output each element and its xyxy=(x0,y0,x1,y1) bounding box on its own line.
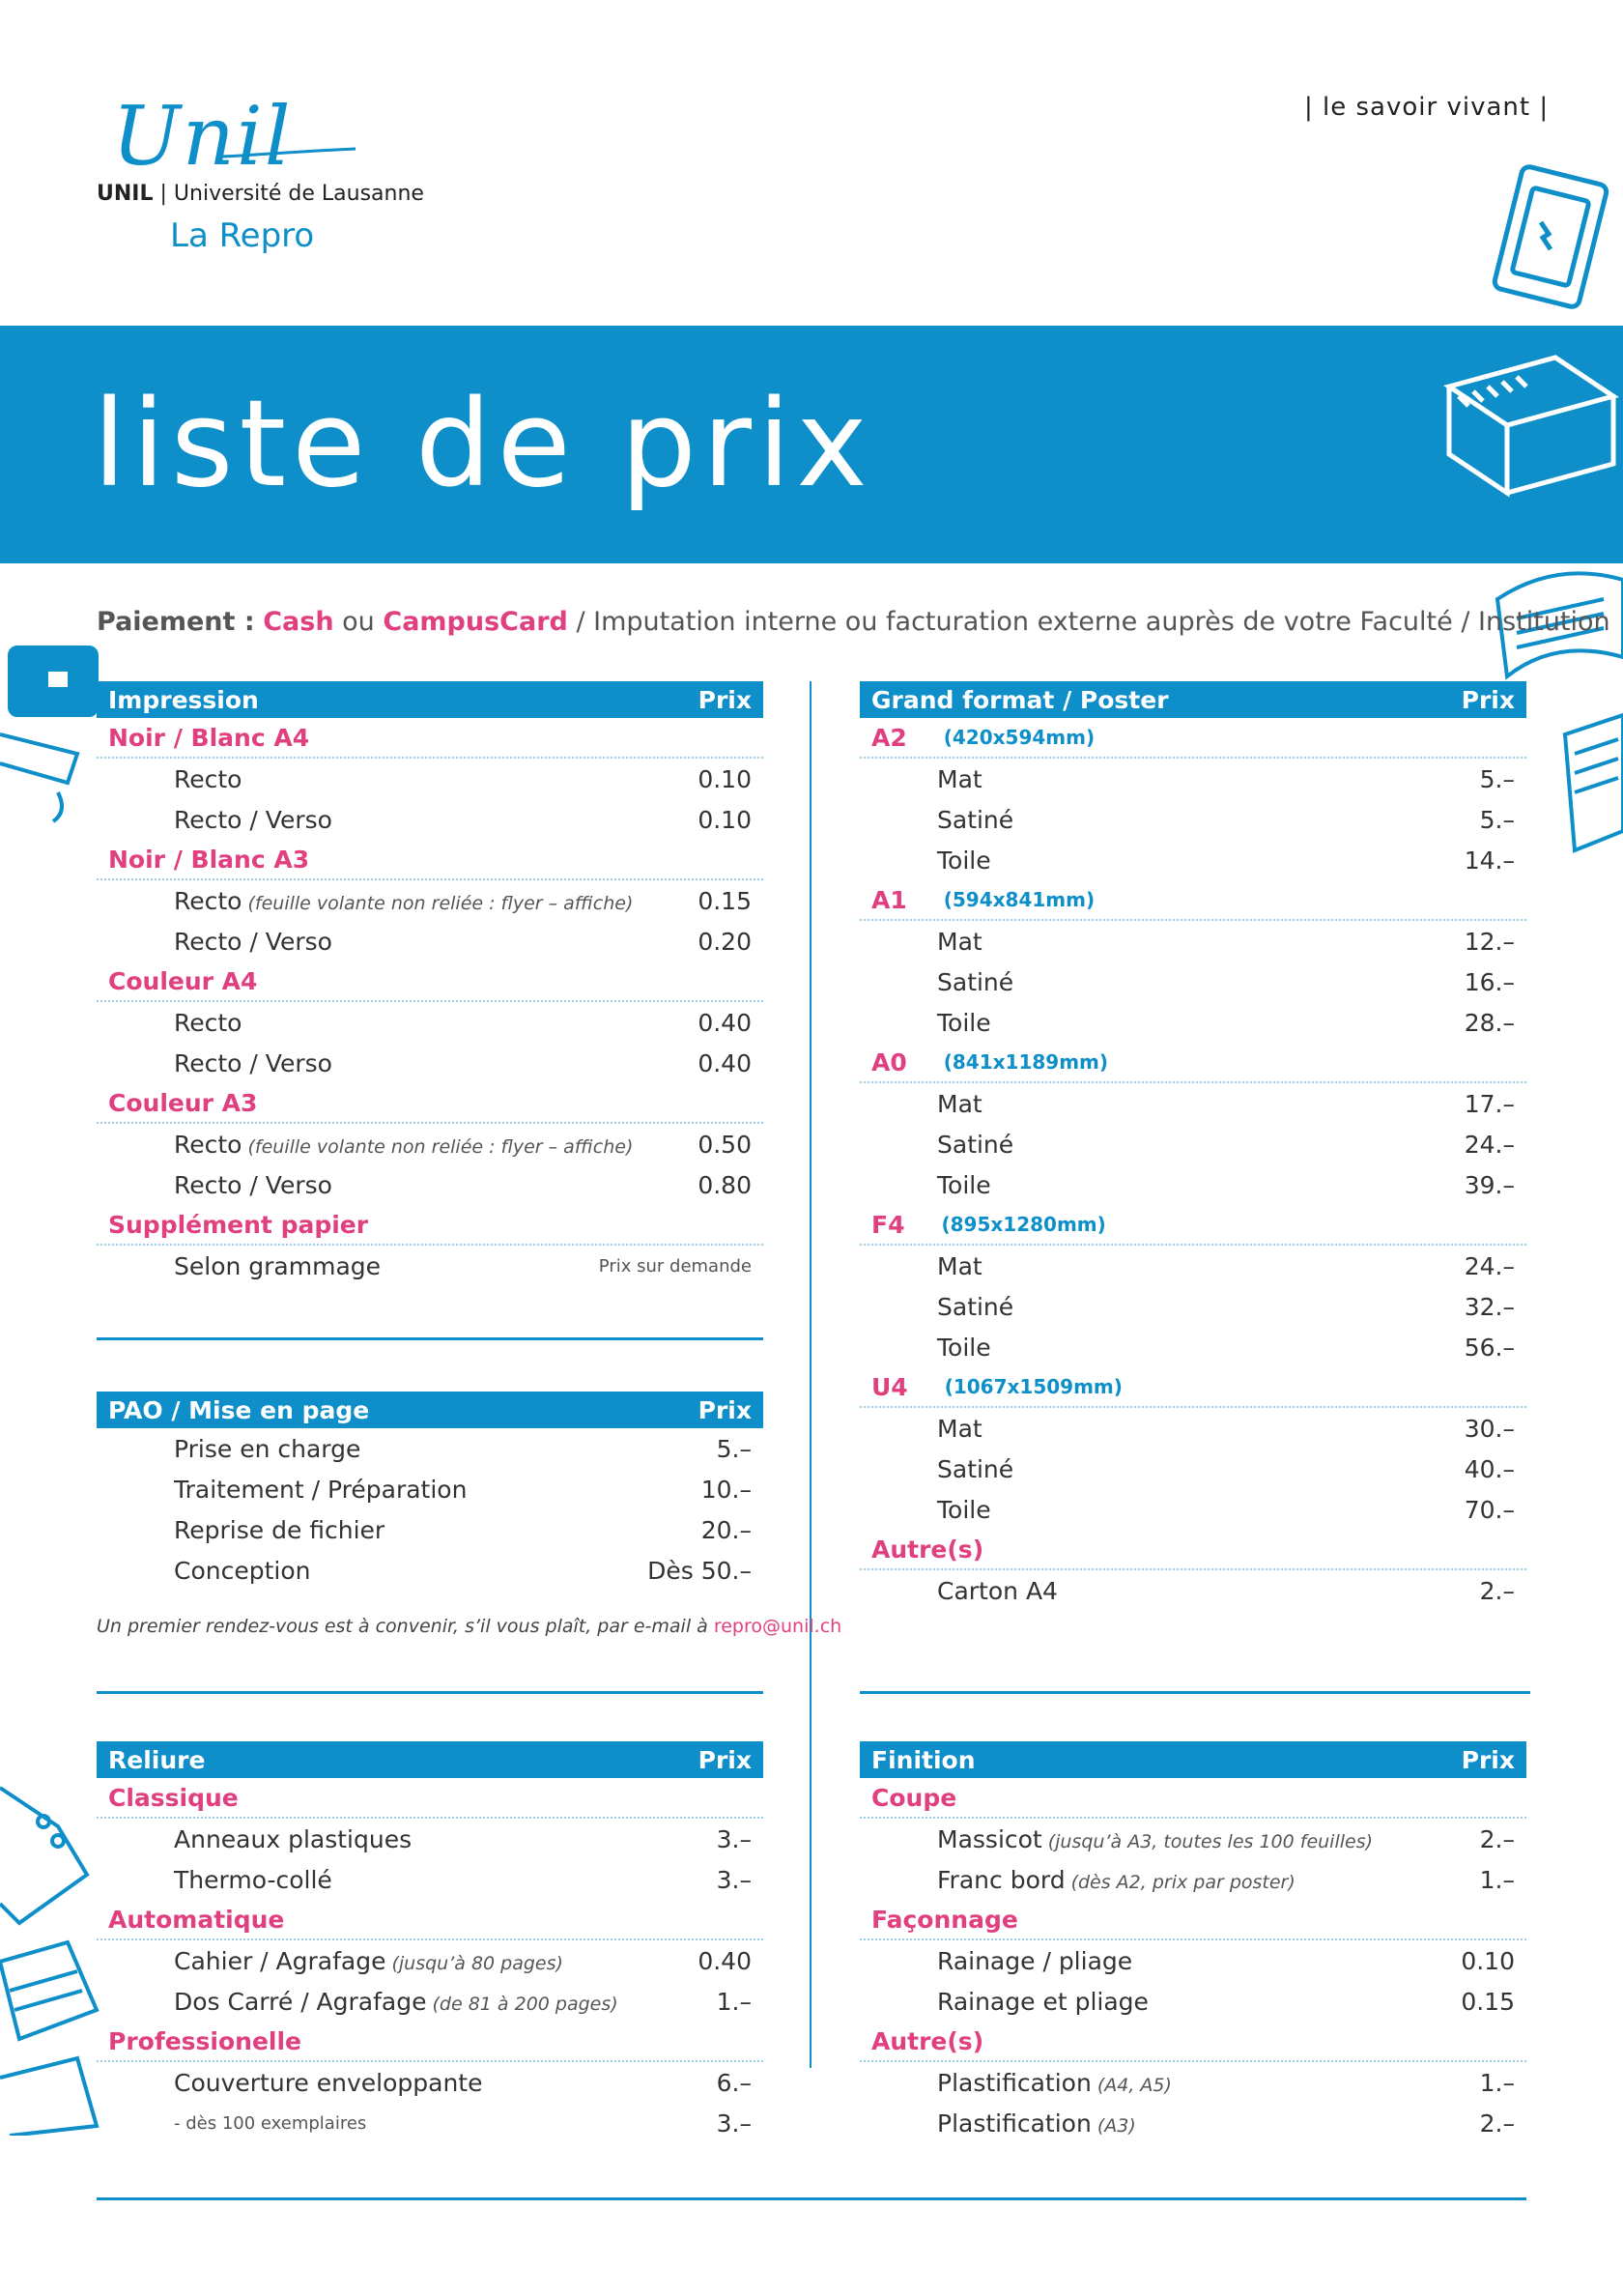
item-label: Recto xyxy=(174,886,242,915)
item-price: 10.– xyxy=(700,1475,752,1504)
book-stack-doodle-icon xyxy=(1439,348,1623,541)
payment-or: ou xyxy=(342,607,375,637)
price-row xyxy=(97,1509,763,1550)
item-price: 0.50 xyxy=(698,1130,752,1159)
item-label: Rainage et pliage xyxy=(937,1987,1149,2016)
item-price: 24.– xyxy=(1464,1251,1515,1280)
pao-title: PAO / Mise en page xyxy=(108,1395,370,1424)
logo-swash-icon xyxy=(222,126,357,164)
item-label: Mat xyxy=(937,1089,982,1118)
price-row xyxy=(860,1449,1526,1489)
poster-section xyxy=(860,681,1526,1611)
item-label: Satiné xyxy=(937,1292,1014,1321)
item-price: 1.– xyxy=(716,1987,752,2016)
item-price: 5.– xyxy=(1479,805,1515,834)
payment-line xyxy=(97,607,1610,637)
item-price: 17.– xyxy=(1464,1089,1515,1118)
format-dimensions: (841x1189mm) xyxy=(943,1050,1109,1074)
item-label: Reprise de fichier xyxy=(174,1515,385,1544)
price-row xyxy=(97,1246,763,1286)
category-label: Coupe xyxy=(860,1778,1526,1819)
item-price: Prix sur demande xyxy=(598,1255,752,1277)
price-row xyxy=(860,1570,1526,1611)
section-end-line xyxy=(97,1337,763,1340)
price-row xyxy=(860,1981,1526,2022)
format-dimensions: (895x1280mm) xyxy=(941,1213,1106,1236)
item-label: Satiné xyxy=(937,967,1014,996)
reliure-section xyxy=(97,1741,763,2143)
item-price: 0.15 xyxy=(698,886,752,915)
unil-logo-script: Unil xyxy=(112,89,293,184)
category-label: Classique xyxy=(97,1778,763,1819)
item-label: Satiné xyxy=(937,1130,1014,1159)
price-row xyxy=(97,1428,763,1469)
price-row xyxy=(860,921,1526,961)
category-label: Noir / Blanc A3 xyxy=(97,840,763,880)
item-price: 3.– xyxy=(716,2109,752,2138)
category-label xyxy=(860,880,1526,921)
price-row xyxy=(860,961,1526,1002)
item-note: (A3) xyxy=(1096,2114,1136,2137)
finition-title: Finition xyxy=(871,1745,976,1774)
price-row xyxy=(860,1327,1526,1367)
finition-section xyxy=(860,1741,1526,2143)
price-row xyxy=(860,799,1526,840)
price-row xyxy=(860,2062,1526,2103)
item-label: Cahier / Agrafage xyxy=(174,1946,386,1975)
item-note: (de 81 à 200 pages) xyxy=(432,1993,618,2015)
format-dimensions: (1067x1509mm) xyxy=(944,1375,1123,1398)
price-row xyxy=(97,1043,763,1083)
price-col-label: Prix xyxy=(698,685,752,714)
pao-section xyxy=(97,1392,763,1591)
category-label: Supplément papier xyxy=(97,1205,763,1246)
item-price: 20.– xyxy=(700,1515,752,1544)
item-label: Toile xyxy=(937,1170,991,1199)
price-row xyxy=(860,1859,1526,1900)
item-price: 0.40 xyxy=(698,1008,752,1037)
item-label: Recto xyxy=(174,1008,242,1037)
item-label: Thermo-collé xyxy=(174,1865,332,1894)
category-label: Noir / Blanc A4 xyxy=(97,718,763,759)
item-price: 2.– xyxy=(1479,1576,1515,1605)
item-label: Recto / Verso xyxy=(174,1048,332,1077)
item-label: Couverture enveloppante xyxy=(174,2068,483,2097)
section-end-line xyxy=(860,1691,1530,1694)
item-price: 28.– xyxy=(1464,1008,1515,1037)
item-price: 0.15 xyxy=(1461,1987,1515,2016)
price-row xyxy=(860,1246,1526,1286)
price-row xyxy=(97,2062,763,2103)
item-note: (feuille volante non reliée : flyer – affiche) xyxy=(247,892,634,914)
item-label: Recto / Verso xyxy=(174,1170,332,1199)
payment-rest: / Imputation interne ou facturation externe auprès de votre Faculté / Institution xyxy=(576,607,1610,637)
logo-name: Université de Lausanne xyxy=(173,182,424,206)
item-label: Anneaux plastiques xyxy=(174,1824,413,1853)
price-row xyxy=(860,1819,1526,1859)
item-price: 56.– xyxy=(1464,1333,1515,1362)
item-price: 3.– xyxy=(716,1865,752,1894)
item-label: Recto / Verso xyxy=(174,927,332,956)
item-label: Conception xyxy=(174,1556,311,1585)
page-end-line xyxy=(97,2197,1526,2200)
item-price: 1.– xyxy=(1479,1865,1515,1894)
item-price: 0.40 xyxy=(698,1048,752,1077)
item-label: Mat xyxy=(937,1251,982,1280)
category-label: Façonnage xyxy=(860,1900,1526,1940)
tagline: | le savoir vivant | xyxy=(1304,93,1550,122)
item-label: Recto / Verso xyxy=(174,805,332,834)
price-row xyxy=(97,880,763,921)
item-label: Rainage / pliage xyxy=(937,1946,1133,1975)
finition-header xyxy=(860,1741,1526,1778)
format-name: A0 xyxy=(871,1048,907,1076)
item-price: 0.40 xyxy=(698,1946,752,1975)
item-label: Mat xyxy=(937,1414,982,1443)
category-label: Autre(s) xyxy=(860,2022,1526,2062)
price-row xyxy=(97,921,763,961)
category-label: Automatique xyxy=(97,1900,763,1940)
item-note: (jusqu’à 80 pages) xyxy=(391,1952,563,1974)
price-row xyxy=(97,1859,763,1900)
price-row xyxy=(860,1164,1526,1205)
payment-card: CampusCard xyxy=(383,607,568,637)
item-label: Toile xyxy=(937,846,991,875)
payment-cash: Cash xyxy=(263,607,334,637)
price-row xyxy=(860,1083,1526,1124)
category-label: Couleur A4 xyxy=(97,961,763,1002)
price-row xyxy=(860,1286,1526,1327)
item-label: Recto xyxy=(174,1130,242,1159)
impression-title: Impression xyxy=(108,685,259,714)
price-row xyxy=(860,840,1526,880)
item-price: 2.– xyxy=(1479,1824,1515,1853)
price-row xyxy=(97,1002,763,1043)
format-dimensions: (420x594mm) xyxy=(943,726,1096,749)
price-row xyxy=(97,1124,763,1164)
item-label: Toile xyxy=(937,1495,991,1524)
price-row xyxy=(860,1002,1526,1043)
price-row xyxy=(97,759,763,799)
column-separator xyxy=(810,681,812,2068)
price-col-label: Prix xyxy=(1461,685,1515,714)
item-price: 16.– xyxy=(1464,967,1515,996)
item-price: 5.– xyxy=(716,1434,752,1463)
price-row xyxy=(860,1124,1526,1164)
category-label xyxy=(860,1205,1526,1246)
price-row xyxy=(97,1469,763,1509)
item-label: Satiné xyxy=(937,1454,1014,1483)
price-row xyxy=(97,1819,763,1859)
payment-label: Paiement : xyxy=(97,607,255,637)
format-name: A2 xyxy=(871,723,907,752)
item-price: 40.– xyxy=(1464,1454,1515,1483)
item-note: (dès A2, prix par poster) xyxy=(1070,1871,1296,1893)
item-price: 1.– xyxy=(1479,2068,1515,2097)
logo-abbr: UNIL xyxy=(97,182,154,206)
item-price: 14.– xyxy=(1464,846,1515,875)
item-price: 24.– xyxy=(1464,1130,1515,1159)
reliure-title: Reliure xyxy=(108,1745,206,1774)
item-label: Plastification xyxy=(937,2068,1092,2097)
item-label: Franc bord xyxy=(937,1865,1066,1894)
item-label: Satiné xyxy=(937,805,1014,834)
item-price: 0.20 xyxy=(698,927,752,956)
item-price: 6.– xyxy=(716,2068,752,2097)
price-col-label: Prix xyxy=(1461,1745,1515,1774)
price-row xyxy=(860,1489,1526,1530)
item-label: Recto xyxy=(174,764,242,793)
item-price: 0.10 xyxy=(698,764,752,793)
item-price: 32.– xyxy=(1464,1292,1515,1321)
category-label xyxy=(860,1367,1526,1408)
item-price: 12.– xyxy=(1464,927,1515,956)
item-price: 5.– xyxy=(1479,764,1515,793)
item-price: 3.– xyxy=(716,1824,752,1853)
price-row xyxy=(97,1981,763,2022)
item-price: Dès 50.– xyxy=(647,1556,752,1585)
item-price: 0.10 xyxy=(698,805,752,834)
reliure-header xyxy=(97,1741,763,1778)
logo-university-line xyxy=(97,182,424,206)
price-col-label: Prix xyxy=(698,1745,752,1774)
category-label xyxy=(860,1043,1526,1083)
format-name: F4 xyxy=(871,1210,905,1239)
price-row xyxy=(97,1940,763,1981)
item-price: 0.10 xyxy=(1461,1946,1515,1975)
item-price: 70.– xyxy=(1464,1495,1515,1524)
binder-doodle-icon xyxy=(0,1768,106,2136)
item-label: - dès 100 exemplaires xyxy=(174,2112,367,2134)
category-label: Couleur A3 xyxy=(97,1083,763,1124)
page-title: liste de prix xyxy=(93,375,873,514)
item-note: (A4, A5) xyxy=(1096,2074,1172,2096)
item-label: Mat xyxy=(937,764,982,793)
item-price: 2.– xyxy=(1479,2109,1515,2138)
footnote-text: Un premier rendez-vous est à convenir, s’il vous plaît, par e-mail à xyxy=(97,1616,708,1637)
price-row xyxy=(860,2103,1526,2143)
price-col-label: Prix xyxy=(698,1395,752,1424)
item-label: Toile xyxy=(937,1333,991,1362)
category-label xyxy=(860,718,1526,759)
item-label: Massicot xyxy=(937,1824,1042,1853)
item-label: Mat xyxy=(937,927,982,956)
item-price: 30.– xyxy=(1464,1414,1515,1443)
item-label: Dos Carré / Agrafage xyxy=(174,1987,427,2016)
item-label: Toile xyxy=(937,1008,991,1037)
price-row xyxy=(97,799,763,840)
item-note: (feuille volante non reliée : flyer – affiche) xyxy=(247,1135,634,1158)
item-label: Traitement / Préparation xyxy=(174,1475,468,1504)
item-price: 0.80 xyxy=(698,1170,752,1199)
format-name: A1 xyxy=(871,885,907,914)
item-label: Prise en charge xyxy=(174,1434,361,1463)
price-row xyxy=(97,1164,763,1205)
item-label: Selon grammage xyxy=(174,1251,382,1280)
impression-section xyxy=(97,681,763,1286)
pao-footnote xyxy=(97,1616,841,1637)
item-price: 39.– xyxy=(1464,1170,1515,1199)
impression-header xyxy=(97,681,763,718)
section-end-line xyxy=(97,1691,763,1694)
item-label: Plastification xyxy=(937,2109,1092,2138)
category-label: Autre(s) xyxy=(860,1530,1526,1570)
price-row xyxy=(860,759,1526,799)
format-name: U4 xyxy=(871,1372,908,1401)
item-note: (jusqu’à A3, toutes les 100 feuilles) xyxy=(1047,1830,1374,1852)
format-dimensions: (594x841mm) xyxy=(943,888,1096,911)
poster-title: Grand format / Poster xyxy=(871,685,1169,714)
price-row xyxy=(860,1408,1526,1449)
price-row xyxy=(97,1550,763,1591)
price-row xyxy=(97,2103,763,2143)
item-label: Carton A4 xyxy=(937,1576,1058,1605)
poster-header xyxy=(860,681,1526,718)
price-row xyxy=(860,1940,1526,1981)
email-link[interactable]: repro@unil.ch xyxy=(713,1616,842,1637)
pao-header xyxy=(97,1392,763,1428)
computer-doodle-icon xyxy=(0,628,106,831)
logo-sep: | xyxy=(159,182,167,206)
logo-department: La Repro xyxy=(170,216,315,255)
category-label: Professionelle xyxy=(97,2022,763,2062)
